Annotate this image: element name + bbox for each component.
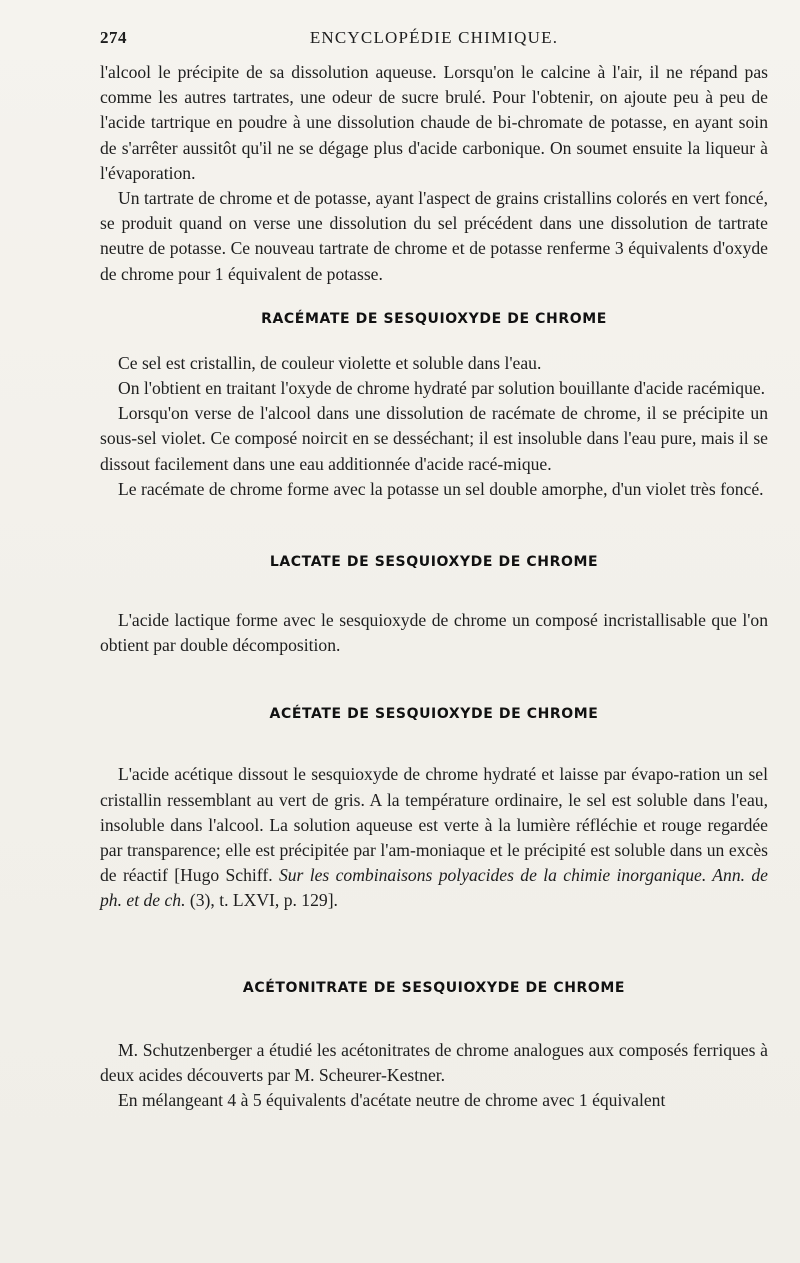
section-title-lactate: LACTATE DE SESQUIOXYDE DE CHROME [269,554,599,571]
paragraph: Le racémate de chrome forme avec la potasse un sel double amorphe, d'un violet très foncé. [118,478,764,499]
paragraph: L'acide lactique forme avec le sesquioxyde de chrome un composé incristallisable que l'on obtient par double décomposition. [100,610,768,656]
paragraph-text: L'acide acétique dissout le sesquioxyde de chrome hydraté et laisse par évapo-ration un sel cristallin ressemblant au vert de gris. A la température ordinaire, le sel est soluble dans l'eau, insoluble dans l'alcool. La solution aqueuse est verte à la lumière réfléchie et rouge regardée par transparence; elle est précipitée par l'am-moniaque et le précipité est soluble dans un excès de réactif [Hugo Schiff. [100,764,768,886]
section-title-acetonitrate: ACÉTONITRATE DE SESQUIOXYDE DE CHROME [242,979,626,996]
page-header [100,28,768,52]
section-title-racemate: RACÉMATE DE SESQUIOXYDE DE CHROME [261,310,607,327]
page-body [100,60,768,1113]
paragraph: M. Schutzenberger a étudié les acétonitrates de chrome analogues aux composés ferriques à deux acides découverts par M. Scheurer-Kestner. [100,1039,768,1085]
paragraph [100,762,768,913]
paragraph: En mélangeant 4 à 5 équivalents d'acétate neutre de chrome avec 1 équivalent [118,1090,666,1111]
running-title: ENCYCLOPÉDIE CHIMIQUE. [309,28,559,47]
paragraph: Un tartrate de chrome et de potasse, ayant l'aspect de grains cristallins colorés en vert foncé, se produit quand on verse une dissolution du sel précédent dans une dissolution de tartrate neutre de potasse. Ce nouveau tartrate de chrome et de potasse renferme 3 équivalents d'oxyde de chrome pour 1 équivalent de potasse. [100,188,768,284]
paragraph: l'alcool le précipite de sa dissolution aqueuse. Lorsqu'on le calcine à l'air, il ne répand pas comme les autres tartrates, une odeur de sucre brulé. Pour l'obtenir, on ajoute peu à peu de l'acide tartrique en poudre à une dissolution chaude de bi-chromate de potasse, en ayant soin de s'arrêter aussitôt qu'il ne se dégage plus d'acide carbonique. On soumet ensuite la liqueur à l'évaporation. [100,62,768,183]
paragraph: On l'obtient en traitant l'oxyde de chrome hydraté par solution bouillante d'acide racémique. [118,378,766,399]
paragraph: Lorsqu'on verse de l'alcool dans une dissolution de racémate de chrome, il se précipite un sous-sel violet. Ce composé noircit en se desséchant; il est insoluble dans l'eau pure, mais il se dissout facilement dans une eau additionnée d'acide racé-mique. [100,403,768,474]
citation-title: Sur les combinaisons polyacides de la chimie inorganique. Ann. de ph. et de ch. [100,865,768,911]
page-number: 274 [100,28,127,47]
citation-reference: (3), t. LXVI, p. 129]. [189,890,338,911]
paragraph: Ce sel est cristallin, de couleur violette et soluble dans l'eau. [118,352,542,373]
section-title-acetate: ACÉTATE DE SESQUIOXYDE DE CHROME [269,706,599,723]
